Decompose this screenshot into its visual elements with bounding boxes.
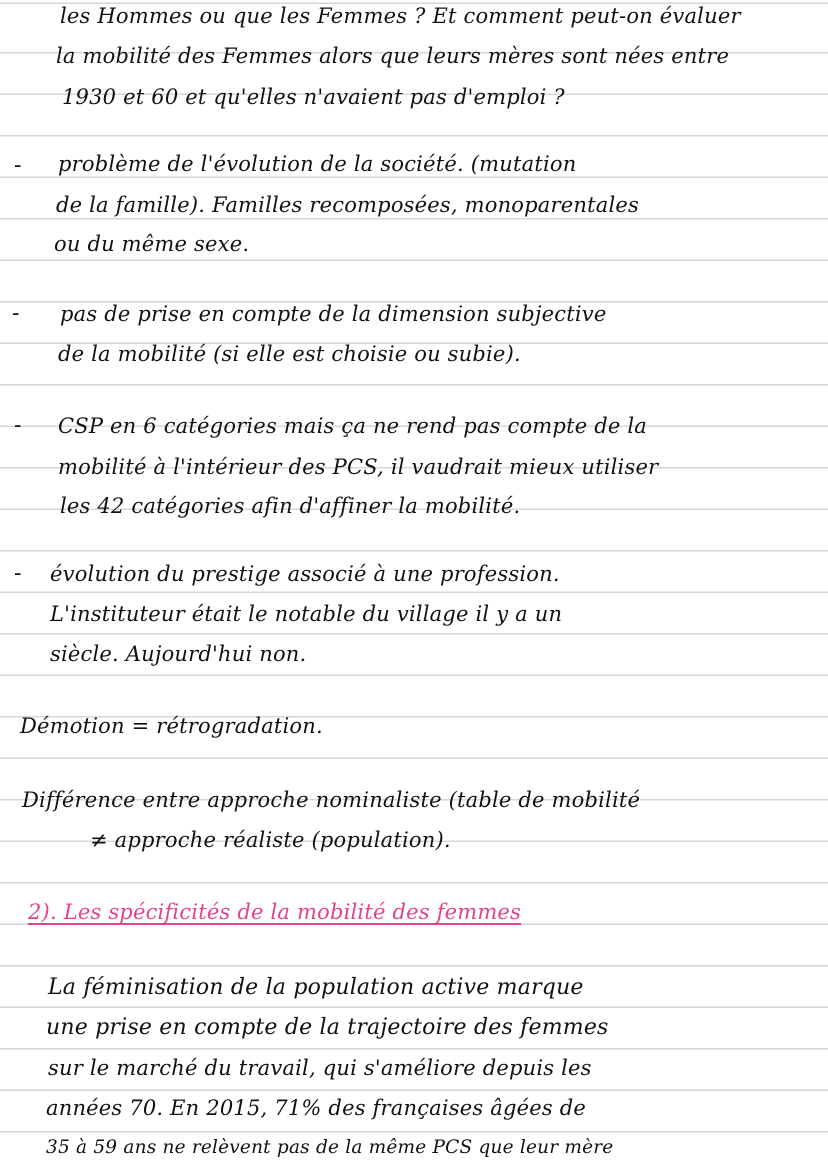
text-line: sur le marché du travail, qui s'améliore depuis les [48, 1056, 592, 1080]
text-line: évolution du prestige associé à une profession. [50, 562, 560, 586]
text-line: une prise en compte de la trajectoire des femmes [46, 1015, 609, 1040]
text-line: pas de prise en compte de la dimension subjective [60, 302, 607, 326]
bullet-dash: - [14, 153, 22, 178]
text-line: la mobilité des Femmes alors que leurs mères sont nées entre [56, 44, 730, 68]
text-line: siècle. Aujourd'hui non. [50, 642, 307, 666]
text-line: CSP en 6 catégories mais ça ne rend pas compte de la [58, 414, 647, 438]
section-heading: 2). Les spécificités de la mobilité des femmes [28, 900, 522, 924]
text-line: ou du même sexe. [54, 232, 250, 256]
text-line: de la mobilité (si elle est choisie ou subie). [58, 342, 521, 366]
text-line: ≠ approche réaliste (population). [90, 828, 451, 852]
bullet-dash: - [14, 561, 22, 586]
text-line: les 42 catégories afin d'affiner la mobilité. [60, 494, 521, 518]
text-line: problème de l'évolution de la société. (mutation [58, 152, 577, 176]
text-line: mobilité à l'intérieur des PCS, il vaudrait mieux utiliser [58, 455, 659, 479]
text-line: années 70. En 2015, 71% des françaises âgées de [46, 1096, 586, 1120]
text-line: L'instituteur était le notable du village il y a un [50, 602, 563, 626]
text-line: Différence entre approche nominaliste (table de mobilité [22, 788, 641, 812]
bullet-dash: - [12, 301, 20, 326]
definition-line: Démotion = rétrogradation. [20, 714, 323, 738]
text-line: 35 à 59 ans ne relèvent pas de la même PCS que leur mère [46, 1137, 614, 1158]
text-line: les Hommes ou que les Femmes ? Et comment peut-on évaluer [60, 4, 741, 28]
text-line: 1930 et 60 et qu'elles n'avaient pas d'emploi ? [62, 85, 565, 109]
bullet-dash: - [14, 413, 22, 438]
text-line: de la famille). Familles recomposées, monoparentales [56, 193, 639, 217]
text-line: La féminisation de la population active marque [48, 975, 584, 1000]
